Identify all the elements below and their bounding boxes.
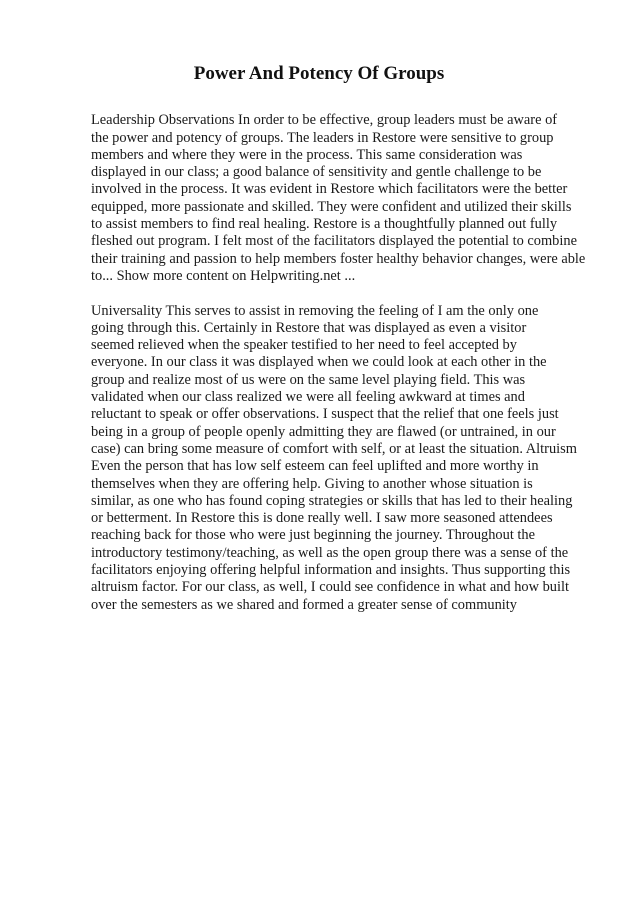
document-title: Power And Potency Of Groups (193, 63, 445, 84)
document-body (91, 95, 596, 631)
paragraph-leadership-observations: Leadership Observations In order to be effective, group leaders must be aware of the power and potency of groups. The leaders in Restore were sensitive to group members and where they were in the process. This same consideration was displayed in our class; a good balance of sensitivity and gentle challenge to be involved in the process. It was evident in Restore which facilitators were the better equipped, more passionate and skilled. They were confident and utilized their skills to assist members to find real healing. Restore is a thoughtfully planned out fully fleshed out program. I felt most of the facilitators displayed the potential to combine their training and passion to help members foster healthy behavior changes, were able to... Show more content on Helpwriting.net ... (91, 112, 586, 284)
paragraph-universality-altruism: Universality This serves to assist in removing the feeling of I am the only one going through this. Certainly in Restore that was displayed as even a visitor seemed relieved when the speaker testified to her need to feel accepted by everyone. In our class it was displayed when we could look at each other in the group and realize most of us were on the same level playing field. This was validated when our class realized we were all feeling awkward at times and reluctant to speak or offer observations. I suspect that the relief that one feels just being in a group of people openly admitting they are flawed (or untrained, in our case) can bring some measure of comfort with self, or at least the situation. Altruism Even the person that has low self esteem can feel uplifted and more worthy in themselves when they are offering help. Giving to another whose situation is similar, as one who has found coping strategies or skills that has led to their healing or betterment. In Restore this is done really well. I saw more seasoned attendees reaching back for those who were just beginning the journey. Throughout the introductory testimony/teaching, as well as the open group there was a sense of the facilitators enjoying offering helpful information and insights. Thus supporting this altruism factor. For our class, as well, I could see confidence in what and how built over the semesters as we shared and formed a greater sense of community (91, 302, 577, 613)
